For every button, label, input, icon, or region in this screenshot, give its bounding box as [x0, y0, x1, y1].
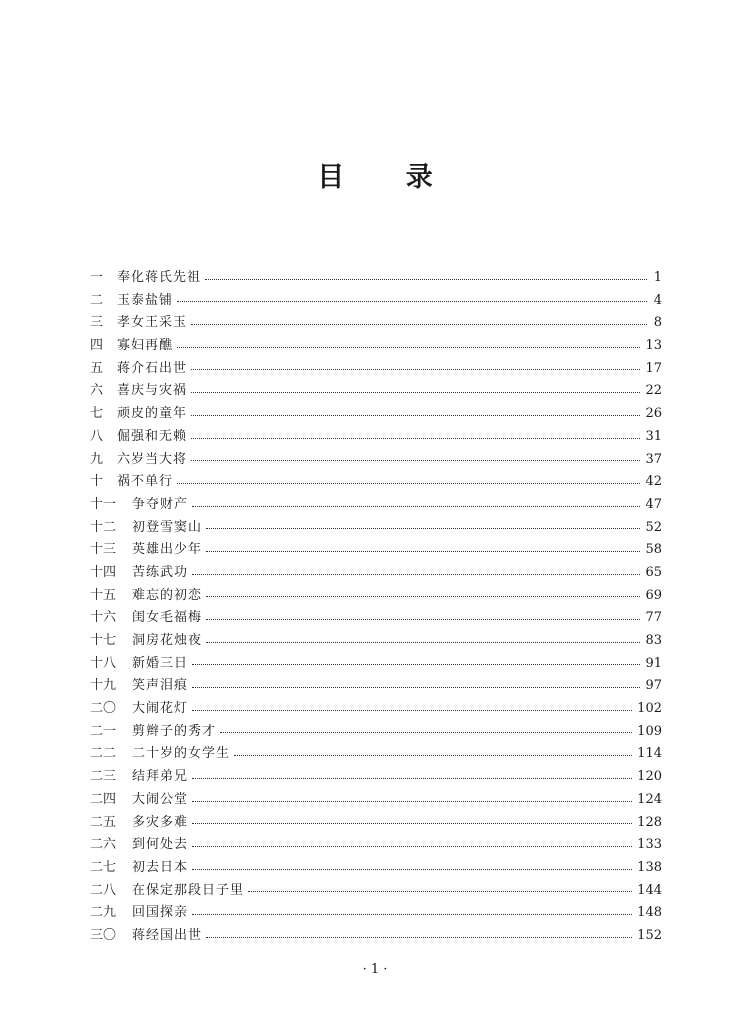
chapter-page-number: 37 — [645, 451, 662, 467]
chapter-title: 苦练武功 — [132, 564, 189, 580]
chapter-title: 初登雪窦山 — [132, 519, 203, 535]
dot-leader — [191, 369, 640, 370]
dot-leader — [206, 551, 640, 552]
toc-entry[interactable] — [90, 358, 662, 381]
dot-leader — [192, 914, 632, 915]
chapter-title: 初去日本 — [132, 859, 189, 875]
toc-entry[interactable] — [90, 607, 662, 630]
toc-entry[interactable] — [90, 834, 662, 857]
chapter-title: 寡妇再醮 — [117, 338, 174, 354]
dot-leader — [192, 710, 632, 711]
chapter-page-number: 52 — [645, 519, 662, 535]
chapter-page-number: 22 — [645, 383, 662, 399]
chapter-title: 争夺财产 — [132, 496, 189, 512]
chapter-page-number: 58 — [645, 542, 662, 558]
table-of-contents — [90, 267, 662, 948]
toc-entry[interactable] — [90, 721, 662, 744]
chapter-page-number: 69 — [645, 587, 662, 603]
dot-leader — [177, 347, 640, 348]
chapter-page-number: 138 — [637, 859, 662, 875]
dot-leader — [206, 642, 640, 643]
chapter-number: 一 — [90, 270, 104, 285]
dot-leader — [206, 619, 640, 620]
chapter-title: 蒋经国出世 — [132, 927, 203, 943]
chapter-page-number: 124 — [637, 791, 662, 807]
toc-entry[interactable] — [90, 743, 662, 766]
dot-leader — [192, 574, 640, 575]
dot-leader — [192, 846, 632, 847]
toc-entry[interactable] — [90, 789, 662, 812]
toc-entry[interactable] — [90, 812, 662, 835]
toc-entry[interactable] — [90, 675, 662, 698]
chapter-page-number: 77 — [645, 610, 662, 626]
chapter-title: 大闹花灯 — [132, 701, 189, 717]
chapter-title: 笑声泪痕 — [132, 678, 189, 694]
dot-leader — [191, 392, 640, 393]
toc-entry[interactable] — [90, 902, 662, 925]
chapter-number: 三〇 — [90, 927, 117, 943]
toc-entry[interactable] — [90, 585, 662, 608]
chapter-number: 七 — [90, 406, 104, 422]
chapter-page-number: 109 — [637, 723, 662, 739]
dot-leader — [206, 596, 640, 597]
toc-entry[interactable] — [90, 449, 662, 472]
dot-leader — [248, 891, 632, 892]
chapter-page-number: 1 — [653, 270, 662, 285]
chapter-number: 二三 — [90, 769, 117, 785]
dot-leader — [234, 755, 632, 756]
toc-entry[interactable] — [90, 925, 662, 948]
chapter-title: 大闹公堂 — [132, 791, 189, 807]
dot-leader — [192, 506, 640, 507]
chapter-page-number: 31 — [645, 428, 662, 444]
chapter-page-number: 152 — [637, 927, 662, 943]
chapter-title: 多灾多难 — [132, 814, 189, 830]
dot-leader — [192, 823, 632, 824]
chapter-page-number: 83 — [645, 633, 662, 648]
chapter-number: 二二 — [90, 746, 117, 762]
chapter-number: 二五 — [90, 814, 117, 830]
chapter-title: 玉泰盐铺 — [117, 292, 174, 308]
chapter-number: 十六 — [90, 610, 117, 626]
chapter-page-number: 47 — [645, 496, 662, 512]
chapter-title: 顽皮的童年 — [117, 406, 188, 422]
chapter-title: 二十岁的女学生 — [132, 746, 231, 762]
chapter-title: 闺女毛福梅 — [132, 610, 203, 626]
chapter-number: 十三 — [90, 542, 117, 558]
chapter-page-number: 91 — [645, 655, 662, 671]
toc-entry[interactable] — [90, 880, 662, 903]
dot-leader — [205, 279, 647, 280]
dot-leader — [191, 415, 640, 416]
chapter-title: 剪辫子的秀才 — [132, 723, 217, 739]
dot-leader — [192, 664, 640, 665]
chapter-number: 十四 — [90, 564, 117, 580]
chapter-number: 十九 — [90, 678, 117, 694]
toc-entry[interactable] — [90, 857, 662, 880]
chapter-number: 二八 — [90, 882, 117, 898]
dot-leader — [191, 438, 640, 439]
dot-leader — [191, 460, 640, 461]
toc-entry[interactable] — [90, 380, 662, 403]
toc-entry[interactable] — [90, 562, 662, 585]
chapter-number: 二 — [90, 292, 104, 308]
chapter-number: 二四 — [90, 791, 117, 807]
dot-leader — [192, 687, 640, 688]
toc-entry[interactable] — [90, 539, 662, 562]
dot-leader — [192, 869, 632, 870]
chapter-number: 二七 — [90, 859, 117, 875]
chapter-title: 孝女王采玉 — [117, 315, 188, 331]
chapter-title: 英雄出少年 — [132, 542, 203, 558]
chapter-page-number: 97 — [645, 678, 662, 694]
chapter-number: 五 — [90, 360, 104, 376]
chapter-title: 倔强和无赖 — [117, 428, 188, 444]
chapter-number: 四 — [90, 338, 104, 354]
chapter-number: 二六 — [90, 837, 117, 853]
chapter-page-number: 17 — [645, 360, 662, 376]
chapter-title: 喜庆与灾祸 — [117, 383, 188, 399]
chapter-title: 结拜弟兄 — [132, 769, 189, 785]
chapter-title: 蒋介石出世 — [117, 360, 188, 376]
toc-entry[interactable] — [90, 494, 662, 517]
dot-leader — [192, 778, 632, 779]
chapter-title: 祸不单行 — [117, 474, 174, 490]
chapter-page-number: 4 — [653, 292, 662, 308]
toc-entry[interactable] — [90, 630, 662, 653]
chapter-title: 回国探亲 — [132, 905, 189, 921]
chapter-page-number: 114 — [637, 746, 662, 762]
dot-leader — [206, 528, 640, 529]
chapter-number: 十五 — [90, 587, 117, 603]
chapter-title: 新婚三日 — [132, 655, 189, 671]
dot-leader — [192, 801, 632, 802]
chapter-number: 十 — [90, 474, 104, 490]
chapter-title: 六岁当大将 — [117, 451, 188, 467]
toc-entry[interactable] — [90, 698, 662, 721]
dot-leader — [220, 732, 632, 733]
page-number: · 1 · — [362, 962, 388, 977]
toc-entry[interactable] — [90, 426, 662, 449]
chapter-number: 十一 — [90, 496, 117, 512]
toc-entry[interactable] — [90, 312, 662, 335]
toc-entry[interactable] — [90, 290, 662, 313]
toc-entry[interactable] — [90, 403, 662, 426]
dot-leader — [177, 483, 640, 484]
page-title: 目 录 — [317, 162, 459, 193]
dot-leader — [206, 937, 632, 938]
chapter-page-number: 148 — [637, 905, 662, 921]
chapter-number: 十七 — [90, 633, 117, 648]
chapter-page-number: 128 — [637, 814, 662, 830]
chapter-title: 奉化蒋氏先祖 — [117, 270, 202, 285]
chapter-page-number: 144 — [637, 882, 662, 898]
toc-entry[interactable] — [90, 766, 662, 789]
chapter-number: 二一 — [90, 723, 117, 739]
chapter-page-number: 65 — [645, 564, 662, 580]
chapter-number: 六 — [90, 383, 104, 399]
dot-leader — [177, 301, 647, 302]
chapter-number: 九 — [90, 451, 104, 467]
chapter-number: 八 — [90, 428, 104, 444]
toc-entry[interactable] — [90, 267, 662, 290]
chapter-page-number: 133 — [637, 837, 662, 853]
chapter-number: 十二 — [90, 519, 117, 535]
toc-entry[interactable] — [90, 653, 662, 676]
chapter-title: 在保定那段日子里 — [132, 882, 245, 898]
chapter-number: 二九 — [90, 905, 117, 921]
chapter-title: 到何处去 — [132, 837, 189, 853]
chapter-number: 二〇 — [90, 701, 117, 717]
toc-entry[interactable] — [90, 335, 662, 358]
dot-leader — [191, 324, 647, 325]
chapter-page-number: 26 — [645, 406, 662, 422]
chapter-page-number: 13 — [645, 338, 662, 354]
chapter-number: 三 — [90, 315, 104, 331]
toc-entry[interactable] — [90, 471, 662, 494]
chapter-title: 难忘的初恋 — [132, 587, 203, 603]
toc-entry[interactable] — [90, 517, 662, 540]
chapter-number: 十八 — [90, 655, 117, 671]
chapter-page-number: 120 — [637, 769, 662, 785]
chapter-title: 洞房花烛夜 — [132, 633, 203, 648]
chapter-page-number: 42 — [645, 474, 662, 490]
chapter-page-number: 8 — [653, 315, 662, 331]
chapter-page-number: 102 — [637, 701, 662, 717]
